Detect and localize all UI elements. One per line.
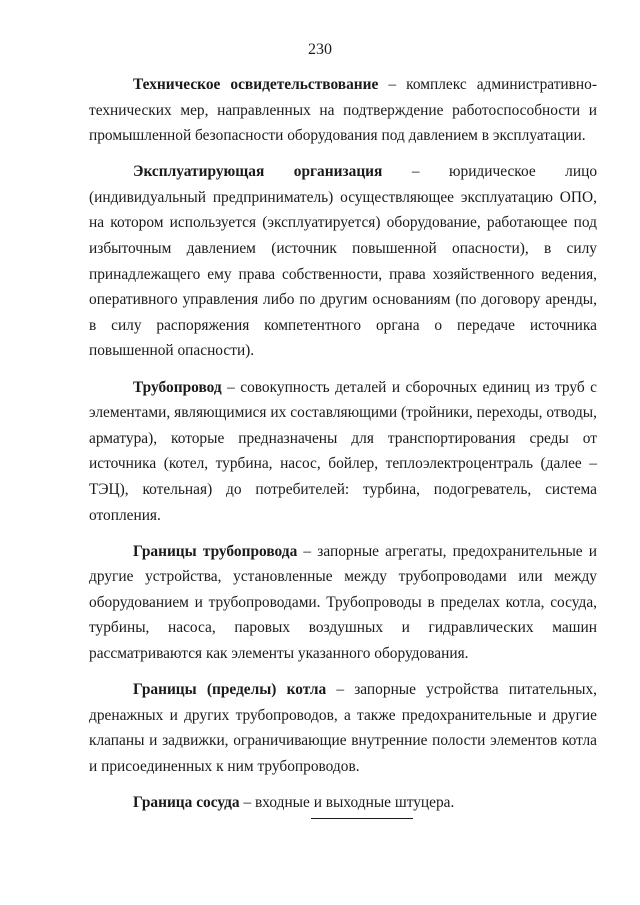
page-number: 230 [308, 41, 332, 58]
definition-term: Граница сосуда [133, 793, 240, 811]
definition-paragraph [89, 72, 597, 149]
definition-term: Трубопровод [133, 378, 222, 396]
definition-paragraph [89, 677, 597, 779]
definition-term: Границы (пределы) котла [133, 681, 327, 699]
definition-paragraph [89, 539, 597, 667]
definition-text: – комплекс административно-технических мер, направленных на подтверждение работоспособности и промышленной безопасности оборудования под давлением в эксплуатации. [89, 76, 597, 145]
definition-text: – запорные агрегаты, предохранительные и другие устройства, установленные между трубопроводами или между оборудованием и трубопроводами. Трубопроводы в пределах котла, сосуда, турбины, насоса, паровых воздушных и гидравлических машин рассматриваются как элементы указанного оборудования. [89, 542, 597, 662]
definition-text: – юридическое лицо (индивидуальный предприниматель) осуществляющее эксплуатацию ОПО, на котором используется (эксплуатируется) оборудование, работающее под избыточным давлением (источник повышенной опасности), в силу принадлежащего ему права собственности, права хозяйственного ведения, оперативного управления либо по другим основаниям (по договору аренды, в силу распоряжения компетентного органа о передаче источника повышенной опасности). [89, 163, 598, 360]
definition-text: – совокупность деталей и сборочных единиц из труб с элементами, являющимися их составляющими (тройники, переходы, отводы, арматура), которые предназначены для транспортирования среды от источника (котел, турбина, насос, бойлер, теплоэлектроцентраль (далее – ТЭЦ), котельная) до потребителей: турбина, подогреватель, система отопления. [89, 378, 597, 524]
footnote-separator-line [311, 818, 413, 819]
definition-term: Эксплуатирующая организация [133, 163, 383, 181]
definition-paragraph [89, 375, 597, 529]
definition-text: – запорные устройства питательных, дренажных и других трубопроводов, а также предохранительные и другие клапаны и задвижки, ограничивающие внутренние полости элементов котла и присоединенных к ним трубопроводов. [89, 681, 597, 775]
definitions-list [89, 72, 597, 826]
definition-term: Границы трубопровода [133, 542, 298, 560]
definition-paragraph [89, 159, 597, 364]
definition-term: Техническое освидетельствование [133, 76, 379, 93]
definition-text: – входные и выходные штуцера. [239, 793, 455, 811]
definition-paragraph [89, 790, 597, 816]
